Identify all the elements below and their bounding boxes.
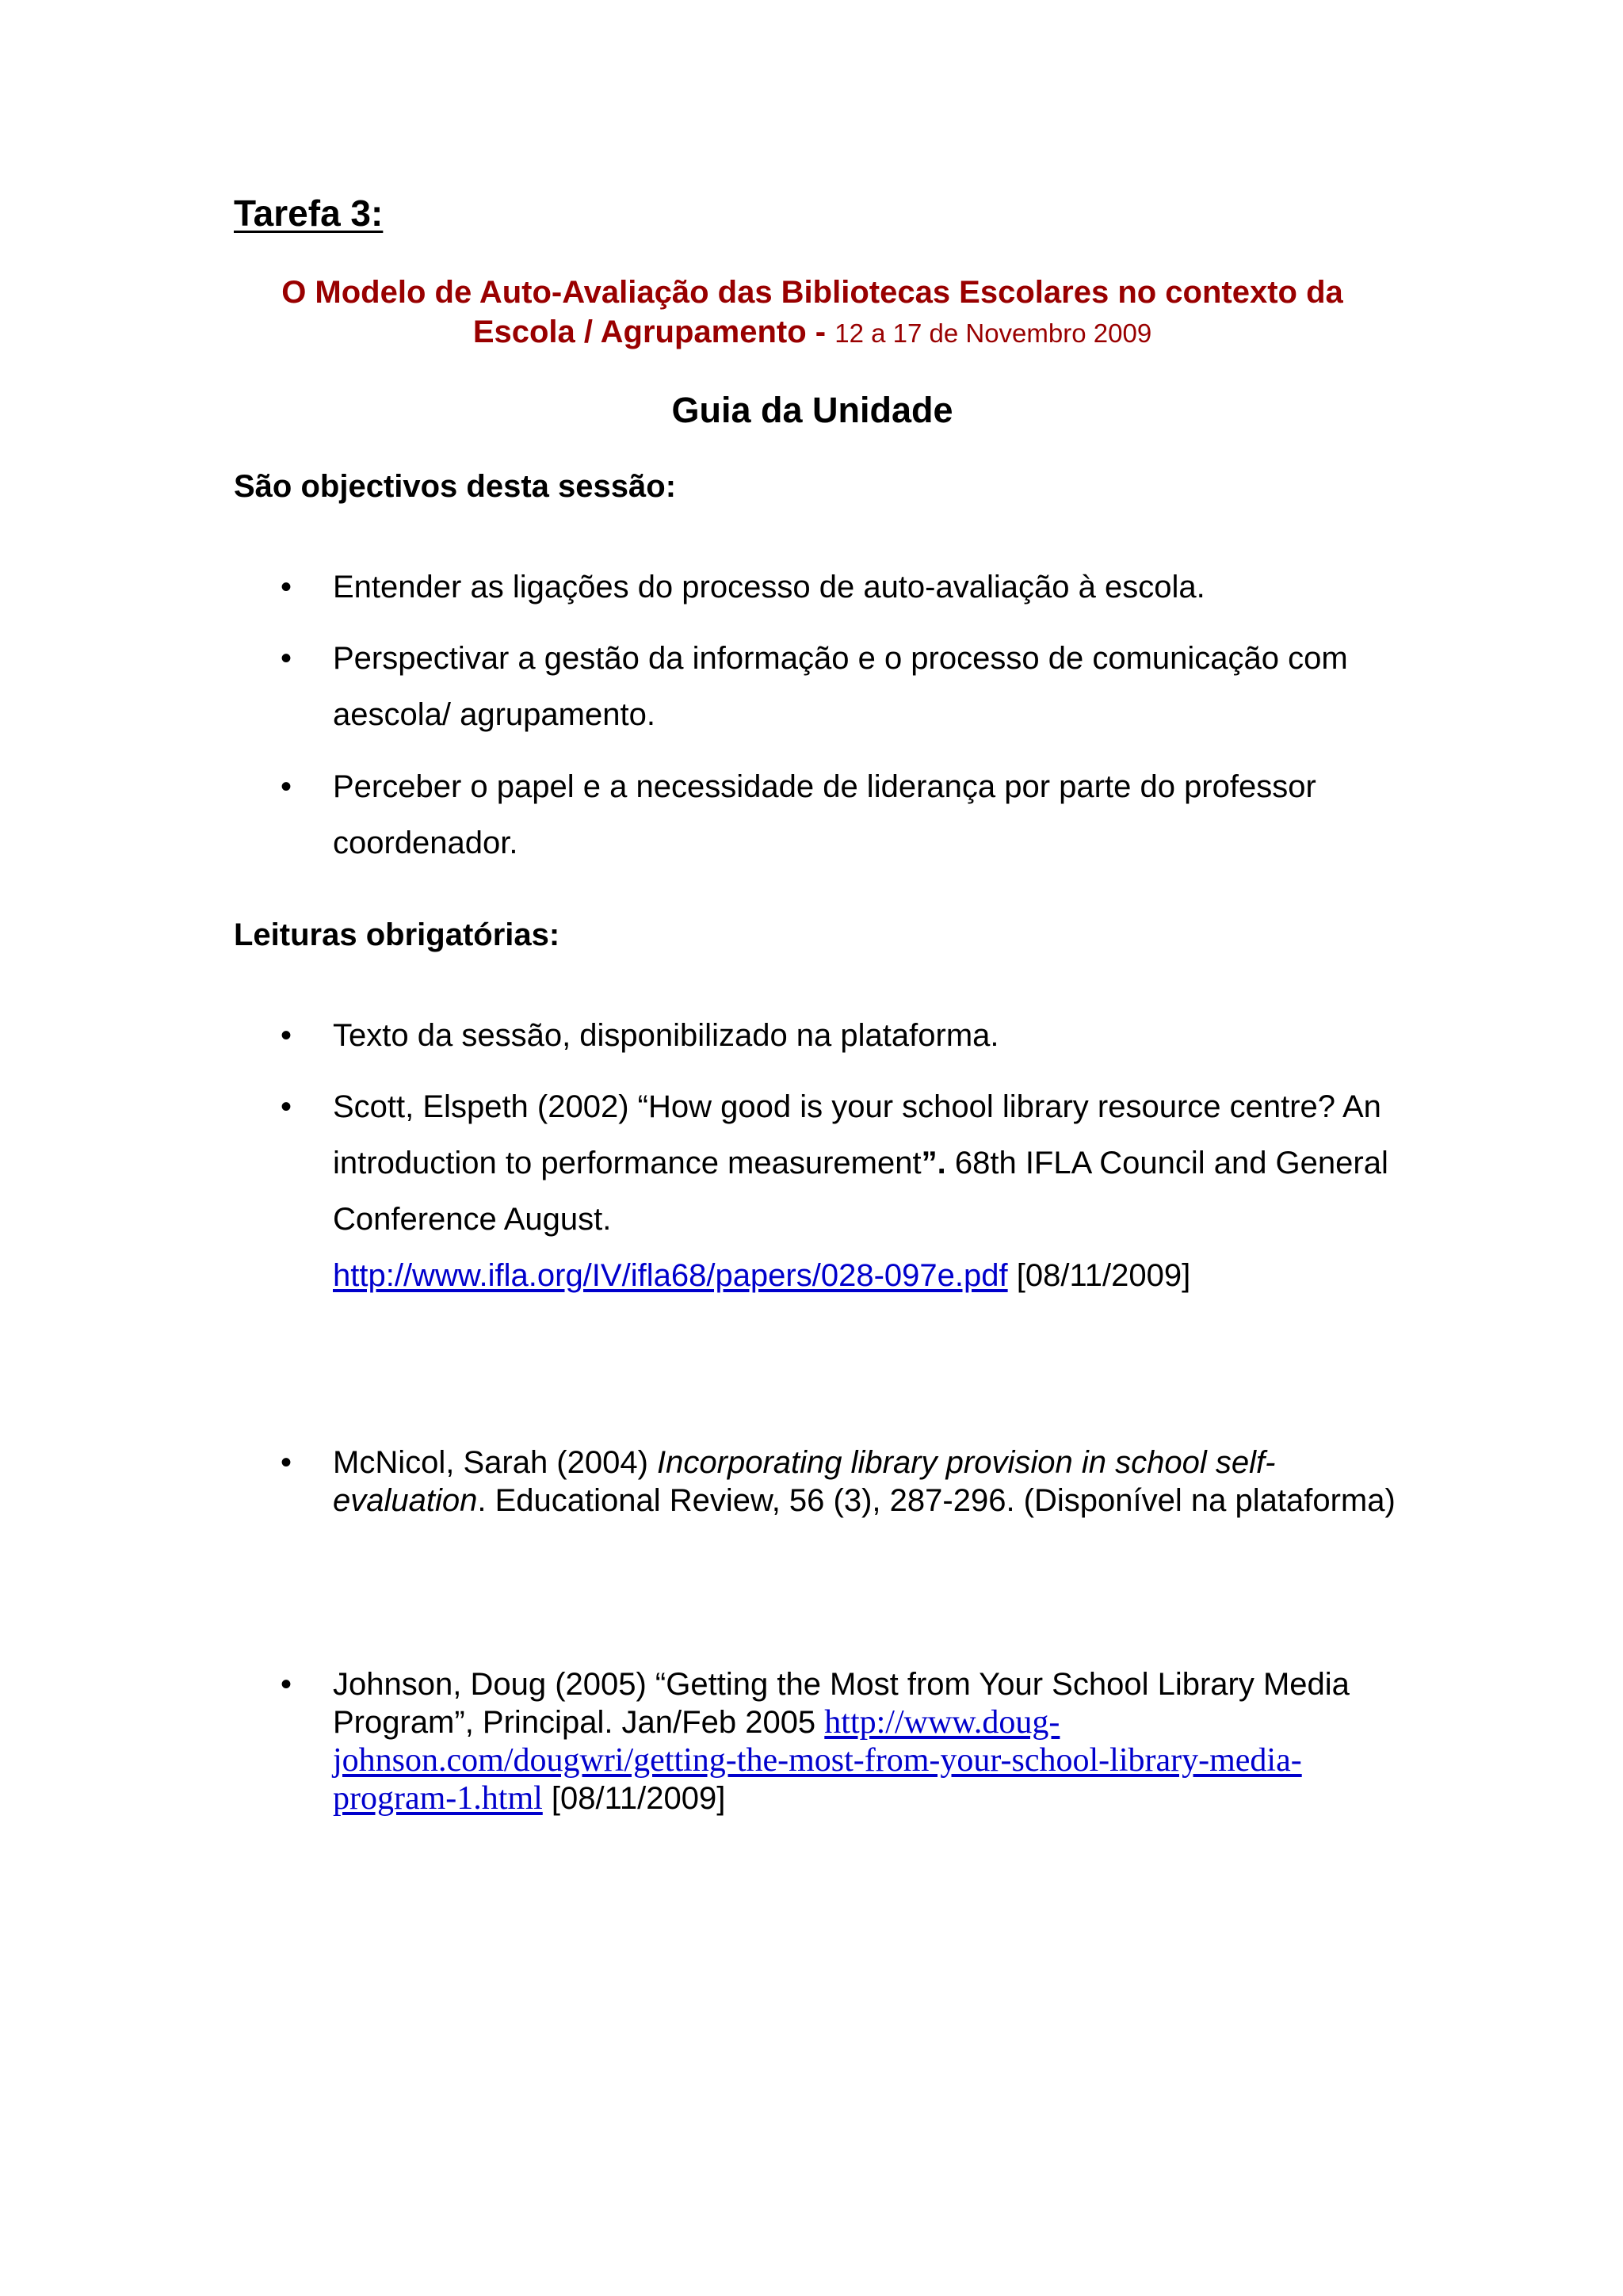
task-title: Tarefa 3: [234,193,384,234]
reading-citation: Johnson, Doug (2005) “Getting the Most from Your School Library Media Program”, Principal. Jan/Feb 2005 [333,1667,1350,1740]
objective-text: Perspectivar a gestão da informação e o processo de comunicação com aescola/ agrupamento. [333,641,1348,732]
access-date: [08/11/2009] [1007,1258,1191,1293]
reading-title: Incorporating library provision in school self-evaluation [333,1445,1276,1518]
readings-heading: Leituras obrigatórias: [234,917,560,952]
reading-citation: Scott, Elspeth (2002) “How good is your school library resource centre? An introduction to performance measurement [333,1089,1381,1180]
objective-text: Perceber o papel e a necessidade de liderança por parte do professor coordenador. [333,769,1316,860]
subtitle-dates: 12 a 17 de Novembro 2009 [834,318,1152,348]
closing-quote: ”. [921,1146,946,1180]
bullet-icon: • [281,570,292,605]
doug-johnson-link[interactable]: http://www.doug-johnson.com/dougwri/getting-the-most-from-your-school-library-media-program-1.html [333,1704,1302,1817]
bullet-icon: • [281,1667,292,1702]
reading-text [333,1665,1411,1817]
ifla-paper-link[interactable]: http://www.ifla.org/IV/ifla68/papers/028-097e.pdf [333,1258,1008,1293]
reading-source: . Educational Review, 56 (3), 287-296. (Disponível na plataforma) [477,1483,1396,1518]
bullet-icon: • [281,1089,292,1124]
reading-text [333,1444,1411,1520]
unit-subtitle [234,273,1391,353]
bullet-icon: • [281,769,292,804]
reading-text: Texto da sessão, disponibilizado na plataforma. [333,1018,999,1053]
bullet-icon: • [281,1445,292,1480]
reading-text [333,1079,1411,1304]
reading-citation: McNicol, Sarah (2004) [333,1445,658,1480]
subtitle-main: O Modelo de Auto-Avaliação das Bibliotecas Escolares no contexto da Escola / Agrupamento - [281,275,1343,349]
bullet-icon: • [281,1018,292,1053]
objectives-heading: São objectivos desta sessão: [234,469,677,504]
reading-source: 68th IFLA Council and General Conference August. [333,1146,1388,1237]
guide-heading: Guia da Unidade [671,390,953,430]
bullet-icon: • [281,641,292,676]
access-date: [08/11/2009] [542,1781,726,1816]
objective-text: Entender as ligações do processo de auto-avaliação à escola. [333,570,1205,605]
